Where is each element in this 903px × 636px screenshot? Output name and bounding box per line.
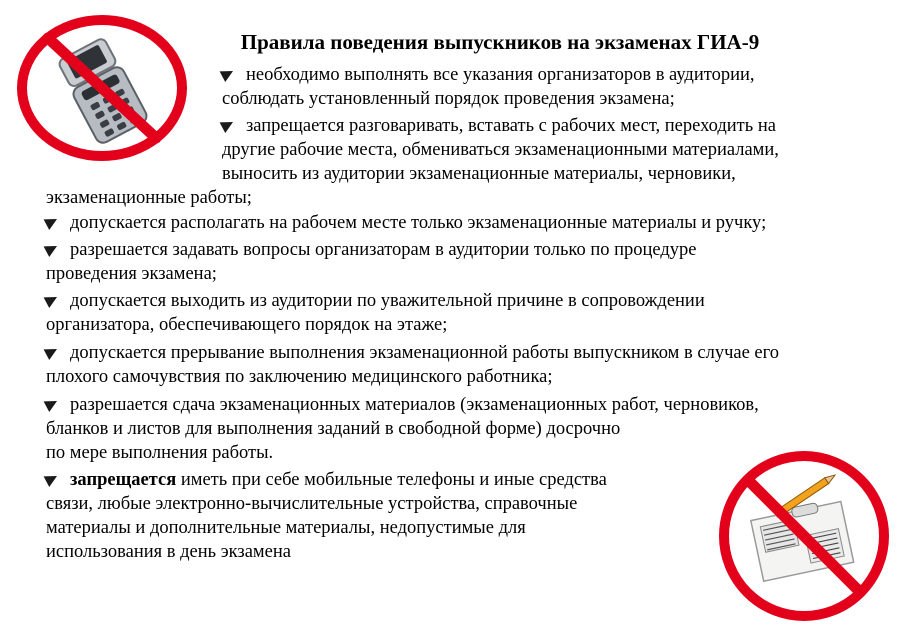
- arrow-bullet-icon: [46, 295, 58, 307]
- rule-8-line-3: материалы и дополнительные материалы, недопустимые для: [46, 518, 526, 538]
- rule-3-line-1: допускается располагать на рабочем месте только экзаменационные материалы и ручку;: [46, 211, 766, 235]
- rule-4-line-2: проведения экзамена;: [46, 264, 217, 284]
- rule-5-line-2: организатора, обеспечивающего порядок на этаже;: [46, 315, 448, 335]
- prohibited-keyword: запрещается: [70, 470, 177, 490]
- rule-5-line-1: допускается выходить из аудитории по уважительной причине в сопровождении: [46, 289, 705, 313]
- no-cheat-sheets-icon: [716, 448, 892, 624]
- rule-2-line-3: выносить из аудитории экзаменационные материалы, черновики,: [222, 164, 736, 184]
- rule-6-line-2: плохого самочувствия по заключению медицинского работника;: [46, 367, 553, 387]
- rule-7-line-1: разрешается сдача экзаменационных материалов (экзаменационных работ, черновиков,: [46, 393, 759, 417]
- rule-8-line-1: запрещается иметь при себе мобильные телефоны и иные средства: [46, 468, 607, 492]
- arrow-bullet-icon: [46, 244, 58, 256]
- arrow-bullet-icon: [46, 474, 58, 486]
- rule-2-line-1: запрещается разговаривать, вставать с рабочих мест, переходить на: [222, 114, 776, 138]
- rule-7-line-3: по мере выполнения работы.: [46, 443, 274, 463]
- rule-1-line-2: соблюдать установленный порядок проведения экзамена;: [222, 89, 675, 109]
- rule-8-line-4: использования в день экзамена: [46, 542, 291, 562]
- rule-2-line-2: другие рабочие места, обмениваться экзаменационными материалами,: [222, 140, 779, 160]
- rule-2-line-4: экзаменационные работы;: [46, 188, 252, 208]
- arrow-bullet-icon: [46, 347, 58, 359]
- page-title: Правила поведения выпускников на экзаменах ГИА-9: [240, 30, 760, 54]
- rule-7-line-2: бланков и листов для выполнения заданий в свободной форме) досрочно: [46, 419, 621, 439]
- rule-4-line-1: разрешается задавать вопросы организаторам в аудитории только по процедуре: [46, 238, 696, 262]
- rule-6-line-1: допускается прерывание выполнения экзаменационной работы выпускником в случае его: [46, 341, 779, 365]
- no-mobile-phone-icon: [14, 12, 190, 164]
- arrow-bullet-icon: [46, 217, 58, 229]
- arrow-bullet-icon: [222, 120, 234, 132]
- arrow-bullet-icon: [46, 399, 58, 411]
- arrow-bullet-icon: [222, 69, 234, 81]
- rule-8-line-2: связи, любые электронно-вычислительные устройства, справочные: [46, 494, 578, 514]
- rule-1-line-1: необходимо выполнять все указания организаторов в аудитории,: [222, 63, 755, 87]
